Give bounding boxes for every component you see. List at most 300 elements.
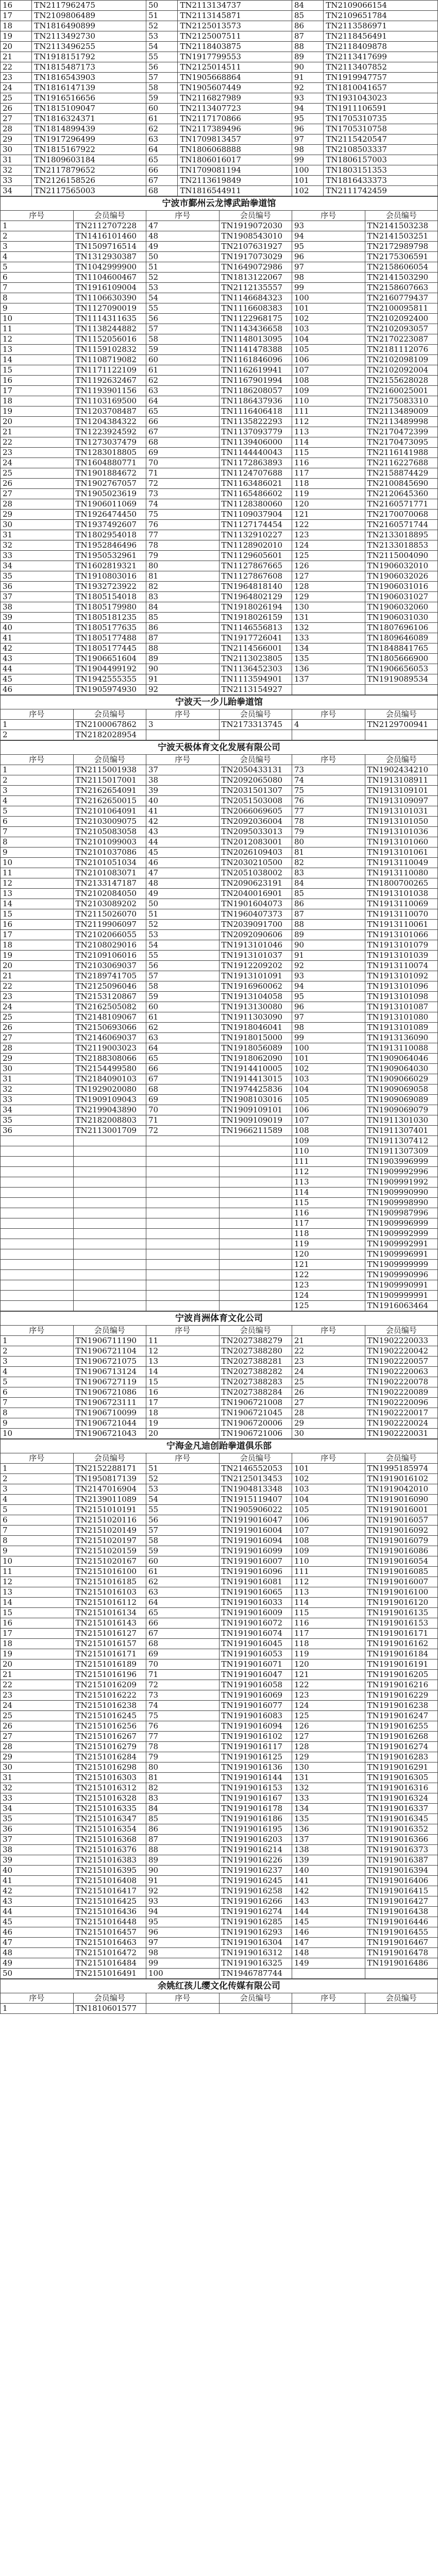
seq-cell: 118	[292, 1639, 365, 1649]
table-row	[1, 1033, 438, 1043]
seq-cell: 5	[1, 262, 74, 273]
seq-cell: 44	[1, 664, 74, 674]
table-row	[1, 283, 438, 293]
member-id-cell: TN2051038002	[219, 868, 292, 878]
seq-cell: 111	[292, 406, 365, 417]
member-id-cell: TN1937492607	[73, 520, 146, 530]
seq-cell: 29	[1, 1054, 74, 1064]
member-id-cell: TN2115001938	[73, 765, 146, 775]
seq-cell: 70	[146, 1105, 220, 1115]
member-id-cell: TN1919016090	[365, 1495, 438, 1505]
seq-cell: 96	[292, 1002, 365, 1012]
member-id-cell: TN1141478388	[219, 345, 292, 355]
seq-cell: 33	[1, 176, 32, 186]
member-id-cell: TN2125013453	[219, 1474, 292, 1484]
member-id-cell: TN1161846096	[219, 355, 292, 365]
seq-cell: 81	[146, 571, 220, 582]
table-row	[1, 273, 438, 283]
table-row	[1, 1721, 438, 1732]
member-id-cell: TN2153120867	[73, 992, 146, 1002]
member-id-cell: TN1186208057	[219, 386, 292, 396]
member-id-cell: TN1913101050	[365, 817, 438, 827]
member-id-cell: TN2051503008	[219, 796, 292, 806]
table-row	[1, 1896, 438, 1907]
member-id-cell: TN1904499192	[73, 664, 146, 674]
member-id-cell: TN1805666900	[365, 654, 438, 664]
seq-cell: 18	[146, 1408, 220, 1418]
member-id-cell	[219, 1157, 292, 1167]
member-id-cell: TN2108503337	[324, 145, 438, 155]
seq-cell: 93	[146, 1896, 220, 1907]
seq-cell: 57	[146, 971, 220, 981]
seq-cell	[292, 730, 365, 740]
member-id-cell: TN1919016266	[219, 1896, 292, 1907]
table-row	[1, 1136, 438, 1146]
member-id-cell: TN1919016438	[365, 1907, 438, 1917]
member-id-cell: TN1906727119	[73, 1377, 146, 1387]
member-id-cell: TN1816544911	[178, 186, 292, 196]
member-id-cell: TN2154499580	[73, 1064, 146, 1074]
seq-cell: 84	[292, 1, 323, 11]
table-row	[1, 1546, 438, 1556]
seq-cell: 52	[146, 920, 220, 930]
seq-cell: 91	[146, 1876, 220, 1886]
member-id-cell: TN2151016209	[73, 1680, 146, 1690]
member-id-cell: TN1901604073	[219, 899, 292, 909]
member-id-cell: TN1919016102	[219, 1732, 292, 1742]
member-id-cell: TN2111742459	[324, 186, 438, 196]
seq-cell: 109	[292, 1136, 365, 1146]
header-seq: 序号	[292, 1326, 365, 1336]
member-id-cell: TN1913136090	[365, 1033, 438, 1043]
seq-cell: 79	[292, 827, 365, 837]
member-id-cell: TN2151016267	[73, 1732, 146, 1742]
table-row	[1, 992, 438, 1002]
seq-cell: 64	[146, 1043, 220, 1054]
table-row	[1, 1398, 438, 1408]
seq-cell: 104	[292, 1495, 365, 1505]
table-row	[1, 730, 438, 740]
member-id-cell: TN1116608383	[219, 303, 292, 314]
table-row	[1, 1377, 438, 1387]
seq-cell: 54	[146, 940, 220, 951]
member-id-cell: TN1904813348	[219, 1484, 292, 1495]
seq-cell	[146, 1260, 220, 1270]
member-id-cell: TN1919016074	[219, 1629, 292, 1639]
member-id-cell: TN2027388283	[219, 1377, 292, 1387]
seq-cell	[1, 1167, 74, 1177]
table-row	[1, 334, 438, 345]
member-id-cell: TN1162619941	[219, 365, 292, 376]
seq-cell: 92	[146, 1886, 220, 1896]
member-id-cell: TN1805177445	[73, 643, 146, 654]
table-row	[1, 406, 438, 417]
member-id-cell: TN1136452303	[219, 664, 292, 674]
member-id-cell: TN1919072030	[219, 221, 292, 231]
table-row	[1, 1773, 438, 1783]
seq-cell: 9	[1, 1418, 74, 1429]
section-title: 宁海金凡迪创跆拳道俱乐部	[1, 1439, 438, 1453]
section-title: 宁波市鄞州云龙博武跆拳道馆	[1, 197, 438, 211]
table-row	[1, 1346, 438, 1357]
seq-cell: 76	[146, 1721, 220, 1732]
header-member-id: 会员编号	[219, 1453, 292, 1464]
table-row	[1, 571, 438, 582]
member-id-cell: TN1906721045	[219, 1408, 292, 1418]
seq-cell: 103	[292, 324, 365, 334]
seq-cell: 74	[292, 775, 365, 786]
seq-cell: 22	[1, 1680, 74, 1690]
member-id-cell: TN2162654091	[73, 786, 146, 796]
table-row	[1, 837, 438, 848]
table-row	[1, 858, 438, 868]
member-id-cell: TN2125014511	[178, 62, 292, 73]
seq-cell: 108	[292, 376, 365, 386]
header-seq: 序号	[1, 211, 74, 221]
member-id-cell: TN1902220017	[365, 1408, 438, 1418]
member-id-cell	[365, 2004, 438, 2014]
table-row	[1, 613, 438, 623]
table-row	[1, 1408, 438, 1418]
member-id-cell: TN1913101031	[365, 806, 438, 817]
seq-cell	[146, 1167, 220, 1177]
seq-cell: 126	[292, 1721, 365, 1732]
seq-cell: 20	[146, 1429, 220, 1439]
table-row	[1, 920, 438, 930]
member-id-cell: TN1919016178	[219, 1804, 292, 1814]
seq-cell: 9	[1, 1546, 74, 1556]
seq-cell: 69	[146, 1649, 220, 1659]
member-id-cell: TN2113023805	[219, 654, 292, 664]
seq-cell: 117	[292, 1218, 365, 1229]
member-id-cell: TN1919016047	[219, 1670, 292, 1680]
seq-cell: 26	[1, 479, 74, 489]
seq-cell: 24	[1, 83, 32, 93]
section-title-row	[1, 741, 438, 755]
seq-cell: 112	[292, 417, 365, 427]
member-id-cell: TN1919016345	[365, 1814, 438, 1824]
header-seq: 序号	[1, 709, 74, 720]
member-id-cell: TN2105083058	[73, 827, 146, 837]
table-row	[1, 685, 438, 695]
seq-cell: 19	[1, 31, 32, 42]
member-id-cell: TN1919016226	[219, 1855, 292, 1866]
member-id-cell: TN1913101038	[365, 889, 438, 899]
seq-cell: 24	[1, 1002, 74, 1012]
table-row	[1, 1484, 438, 1495]
member-id-cell: TN1918026194	[219, 602, 292, 613]
seq-cell: 17	[1, 386, 74, 396]
seq-cell: 105	[292, 345, 365, 355]
seq-cell: 105	[292, 1505, 365, 1515]
member-id-cell: TN1919016352	[365, 1824, 438, 1835]
member-id-cell: TN2095033013	[219, 827, 292, 837]
seq-cell: 102	[292, 186, 323, 196]
member-id-cell: TN1806157003	[324, 155, 438, 165]
seq-cell: 98	[146, 1948, 220, 1958]
seq-cell: 53	[146, 1484, 220, 1495]
member-id-cell: TN1106630390	[73, 293, 146, 303]
seq-cell: 50	[1, 1969, 74, 1979]
seq-cell: 66	[146, 165, 177, 176]
member-id-cell: TN2109106016	[73, 951, 146, 961]
member-id-cell: TN1919016054	[365, 1556, 438, 1567]
table-row	[1, 499, 438, 510]
table-row	[1, 909, 438, 920]
table-row	[1, 582, 438, 592]
table-row	[1, 806, 438, 817]
seq-cell: 101	[292, 1054, 365, 1064]
table-row	[1, 242, 438, 252]
seq-cell: 130	[292, 602, 365, 613]
member-id-cell: TN1909109043	[73, 1095, 146, 1105]
member-id-cell: TN1919016446	[365, 1917, 438, 1927]
member-id-cell: TN1902434210	[365, 765, 438, 775]
table-row	[1, 643, 438, 654]
member-id-cell: TN2109066154	[324, 1, 438, 11]
seq-cell: 99	[146, 1958, 220, 1969]
member-id-cell: TN2066069605	[219, 806, 292, 817]
member-id-cell: TN2115017001	[73, 775, 146, 786]
seq-cell: 5	[1, 1505, 74, 1515]
header-row	[1, 755, 438, 765]
seq-cell: 2	[1, 1474, 74, 1484]
seq-cell: 90	[146, 664, 220, 674]
member-id-cell: TN1108719082	[73, 355, 146, 365]
seq-cell: 28	[1, 124, 32, 134]
seq-cell: 11	[1, 868, 74, 878]
member-id-cell	[219, 1177, 292, 1188]
member-id-cell: TN2188308066	[73, 1054, 146, 1064]
seq-cell: 118	[292, 1229, 365, 1239]
member-id-cell: TN1167901994	[219, 376, 292, 386]
seq-cell: 61	[146, 114, 177, 124]
member-id-cell: TN2133018895	[365, 530, 438, 540]
seq-cell: 17	[1, 930, 74, 940]
member-id-cell: TN1905023619	[73, 489, 146, 499]
member-id-cell: TN1144440043	[219, 448, 292, 458]
member-id-cell: TN1919016238	[365, 1701, 438, 1711]
seq-cell	[292, 685, 365, 695]
member-id-cell	[73, 1188, 146, 1198]
seq-cell: 30	[292, 1429, 365, 1439]
seq-cell: 8	[1, 1536, 74, 1546]
member-id-cell: TN1919016057	[365, 1515, 438, 1526]
seq-cell: 107	[292, 1115, 365, 1126]
member-id-cell: TN1193901156	[73, 386, 146, 396]
seq-cell: 114	[292, 1188, 365, 1198]
table-row	[1, 1577, 438, 1587]
seq-cell: 26	[1, 104, 32, 114]
seq-cell	[1, 1260, 74, 1270]
table-row	[1, 1474, 438, 1484]
member-id-cell: TN2151016127	[73, 1629, 146, 1639]
seq-cell: 30	[1, 520, 74, 530]
seq-cell: 26	[292, 1387, 365, 1398]
table-row	[1, 427, 438, 437]
member-id-cell: TN1127174454	[219, 520, 292, 530]
seq-cell: 27	[1, 114, 32, 124]
seq-cell: 129	[292, 1752, 365, 1762]
header-member-id: 会员编号	[219, 755, 292, 765]
table-row	[1, 1367, 438, 1377]
table-row	[1, 940, 438, 951]
table-row	[1, 165, 438, 176]
member-id-cell: TN1926474450	[73, 510, 146, 520]
member-id-cell: TN1919016167	[219, 1793, 292, 1804]
seq-cell: 14	[1, 355, 74, 365]
table-row	[1, 1587, 438, 1598]
member-id-cell: TN2182028954	[73, 730, 146, 740]
seq-cell: 18	[1, 396, 74, 406]
table-row	[1, 633, 438, 643]
table-row	[1, 1618, 438, 1629]
member-id-cell: TN1128902010	[219, 540, 292, 551]
member-id-cell: TN2151016245	[73, 1711, 146, 1721]
table-row	[1, 1927, 438, 1938]
seq-cell: 77	[146, 530, 220, 540]
member-id-cell: TN1709081194	[178, 165, 292, 176]
member-id-cell: TN2113407852	[324, 62, 438, 73]
table-row	[1, 221, 438, 231]
seq-cell: 1	[1, 1336, 74, 1346]
member-id-cell: TN2101099003	[73, 837, 146, 848]
member-id-cell: TN2151016238	[73, 1701, 146, 1711]
seq-cell	[146, 1291, 220, 1301]
member-id-cell: TN2155628028	[365, 376, 438, 386]
seq-cell: 21	[1, 427, 74, 437]
seq-cell: 143	[292, 1896, 365, 1907]
seq-cell: 37	[1, 1835, 74, 1845]
table-row	[1, 1505, 438, 1515]
seq-cell: 105	[292, 1095, 365, 1105]
seq-cell: 46	[146, 858, 220, 868]
table-row	[1, 1301, 438, 1311]
member-id-cell: TN2113001709	[73, 1126, 146, 1136]
member-id-cell: TN1964818140	[219, 582, 292, 592]
seq-cell: 20	[1, 417, 74, 427]
member-id-cell: TN2113619849	[178, 176, 292, 186]
seq-cell: 47	[146, 221, 220, 231]
member-id-cell: TN2117879652	[32, 165, 146, 176]
member-id-cell: TN1809646089	[365, 633, 438, 643]
table-row	[1, 1526, 438, 1536]
member-id-cell: TN1152056016	[73, 334, 146, 345]
seq-cell: 30	[1, 1762, 74, 1773]
member-id-cell: TN1919016053	[219, 1649, 292, 1659]
table-row	[1, 1804, 438, 1814]
seq-cell: 104	[292, 1084, 365, 1095]
member-id-cell: TN1113594901	[219, 674, 292, 685]
member-id-cell: TN2181112076	[365, 345, 438, 355]
seq-cell: 86	[292, 899, 365, 909]
seq-cell: 100	[292, 1043, 365, 1054]
member-id-cell: TN1906721104	[73, 1346, 146, 1357]
member-id-cell: TN2117962475	[32, 1, 146, 11]
seq-cell: 62	[146, 376, 220, 386]
member-id-cell: TN2027388281	[219, 1357, 292, 1367]
member-id-cell: TN1806068888	[178, 145, 292, 155]
table-row	[1, 114, 438, 124]
seq-cell: 147	[292, 1938, 365, 1948]
member-id-cell	[73, 1198, 146, 1208]
member-id-cell: TN2101037086	[73, 848, 146, 858]
seq-cell: 20	[1, 961, 74, 971]
member-id-cell: TN1946787744	[219, 1969, 292, 1979]
seq-cell: 3	[1, 1357, 74, 1367]
member-id-cell: TN1913104058	[219, 992, 292, 1002]
seq-cell: 115	[292, 1608, 365, 1618]
member-id-cell: TN1104600467	[73, 273, 146, 283]
seq-cell: 92	[292, 83, 323, 93]
member-id-cell: TN1919016100	[365, 1587, 438, 1598]
table-row	[1, 1866, 438, 1876]
member-id-cell: TN1919016135	[365, 1608, 438, 1618]
section-title: 宁波肖洲体育文化公司	[1, 1312, 438, 1326]
table-row	[1, 324, 438, 334]
seq-cell: 11	[1, 1567, 74, 1577]
header-member-id: 会员编号	[219, 1326, 292, 1336]
seq-cell: 128	[292, 582, 365, 592]
member-id-cell: TN1143436658	[219, 324, 292, 334]
seq-cell: 89	[292, 930, 365, 940]
seq-cell: 28	[292, 1408, 365, 1418]
seq-cell: 101	[292, 303, 365, 314]
member-id-cell: TN2102066055	[73, 930, 146, 940]
seq-cell: 64	[146, 145, 177, 155]
seq-cell: 81	[292, 848, 365, 858]
member-id-cell	[73, 1136, 146, 1146]
table-row	[1, 1515, 438, 1526]
seq-cell: 131	[292, 1773, 365, 1783]
seq-cell: 68	[146, 1084, 220, 1095]
member-id-cell: TN2117565003	[32, 186, 146, 196]
seq-cell	[1, 1301, 74, 1311]
seq-cell: 142	[292, 1886, 365, 1896]
seq-cell: 2	[1, 1346, 74, 1357]
seq-cell: 86	[146, 1824, 220, 1835]
seq-cell: 52	[146, 1474, 220, 1484]
seq-cell: 108	[292, 1126, 365, 1136]
member-id-cell: TN1919016247	[365, 1711, 438, 1721]
member-id-cell: TN1816543903	[32, 73, 146, 83]
seq-cell: 67	[146, 1629, 220, 1639]
seq-cell: 100	[292, 293, 365, 303]
table-row	[1, 262, 438, 273]
member-id-cell: TN2115004090	[365, 551, 438, 561]
member-id-cell: TN2151016303	[73, 1773, 146, 1783]
table-row	[1, 981, 438, 992]
header-seq: 序号	[292, 211, 365, 221]
seq-cell	[1, 1198, 74, 1208]
table-row	[1, 1629, 438, 1639]
table-row	[1, 602, 438, 613]
seq-cell: 73	[292, 765, 365, 775]
member-id-cell: TN1919016285	[219, 1917, 292, 1927]
table-row	[1, 437, 438, 448]
table-row	[1, 561, 438, 571]
table-row	[1, 1043, 438, 1054]
seq-cell	[292, 2004, 365, 2014]
seq-cell: 34	[1, 1105, 74, 1115]
member-id-cell: TN1816490899	[32, 21, 146, 31]
seq-cell: 17	[146, 1398, 220, 1408]
seq-cell: 12	[1, 878, 74, 889]
member-id-cell: TN2030210500	[219, 858, 292, 868]
member-id-cell: TN2100845690	[365, 479, 438, 489]
seq-cell: 32	[1, 165, 32, 176]
member-id-cell: TN1911106591	[324, 104, 438, 114]
